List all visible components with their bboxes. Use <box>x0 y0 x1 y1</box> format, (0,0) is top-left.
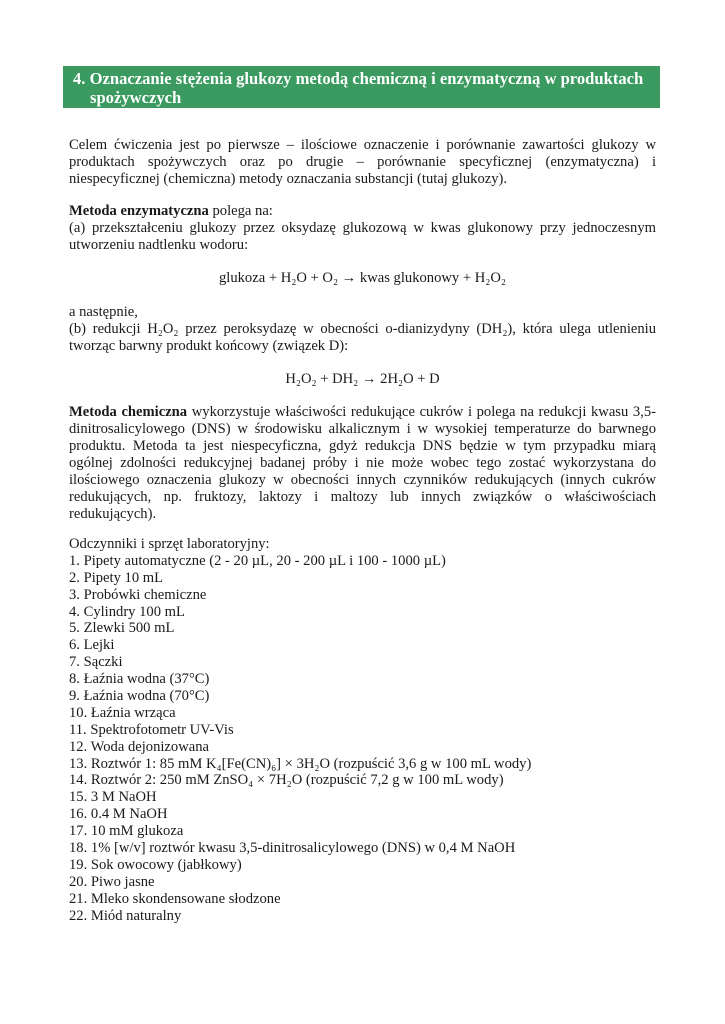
list-item: 9. Łaźnia wodna (70°C) <box>69 688 210 705</box>
list-item: 12. Woda dejonizowana <box>69 738 209 755</box>
equation-1: glukoza + H₂O + O₂ → kwas glukonowy + H₂O₂ <box>218 270 507 286</box>
list-item: 16. 0.4 M NaOH <box>69 806 168 823</box>
list-item: 8. Łaźnia wodna (37°C) <box>69 671 210 688</box>
list-item: 6. Lejki <box>69 637 115 654</box>
next-text: a następnie, <box>69 304 138 320</box>
enzymatic-step-a-line-2: utworzeniu nadtlenku wodoru: <box>69 237 249 253</box>
intro-line-1: Celem ćwiczenia jest po pierwsze – ilościowe oznaczenie i porównanie zawartości glukozy w <box>69 137 656 153</box>
list-item: 7. Sączki <box>69 654 123 671</box>
list-item: 22. Miód naturalny <box>69 907 182 924</box>
list-item: 15. 3 M NaOH <box>69 789 157 806</box>
enzymatic-method-paragraph <box>69 203 656 254</box>
chemical-line-7: redukujących). <box>69 506 157 522</box>
equation-2: H₂O₂ + DH₂ → 2H₂O + D <box>285 371 440 387</box>
intro-line-3: niespecyficznej (chemiczna) metody oznaczania substancji (tutaj glukozy). <box>69 171 508 187</box>
chemical-line-3: produktu. Metoda ta jest niespecyficzna, gdyż redukcja DNS będzie w tym przypadku miarą <box>69 438 656 454</box>
enzymatic-step-a-line-1: (a) przekształceniu glukozy przez oksydazę glukozową w kwas glukonowy przy jednoczesnym <box>69 220 656 236</box>
list-item: 1. Pipety automatyczne (2 - 20 µL, 20 - 200 µL i 100 - 1000 µL) <box>69 552 446 569</box>
enzymatic-step-b <box>69 304 656 355</box>
list-item: 20. Piwo jasne <box>69 873 155 890</box>
chemical-method-paragraph <box>69 404 656 523</box>
chemical-line-2: dinitrosalicylowego (DNS) w środowisku alkalicznym i w wysokiej temperaturze do barwnego <box>69 421 656 437</box>
intro-line-2: produktach spożywczych oraz po drugie – porównanie specyficznej (enzymatyczna) i <box>69 154 656 170</box>
chemical-line-4: ogólnej zdolności redukcyjnej badanej próby i nie może wobec tego zostać wykorzystana do <box>69 455 656 471</box>
enzymatic-step-b-line-2: tworząc barwny produkt końcowy (związek D): <box>69 338 349 354</box>
list-item: 18. 1% [w/v] roztwór kwasu 3,5-dinitrosalicylowego (DNS) w 0,4 M NaOH <box>69 840 516 857</box>
enzymatic-step-b-line-1: (b) redukcji H₂O₂ przez peroksydazę w obecności o-dianizydyny (DH₂), która ulega utlenieniu <box>69 321 656 337</box>
section-header <box>63 66 660 108</box>
list-item: 17. 10 mM glukoza <box>69 823 184 840</box>
section-title-line-2: spożywczych <box>90 88 182 107</box>
list-item: 5. Zlewki 500 mL <box>69 620 175 637</box>
chemical-line-6: redukujących, np. fruktozy, laktozy i maltozy lub innych związków o właściwościach <box>69 489 656 505</box>
materials-list <box>69 536 656 924</box>
list-item: 19. Sok owocowy (jabłkowy) <box>69 856 242 873</box>
chemical-line-1-rest: wykorzystuje właściwości redukujące cukrów i polega na redukcji kwasu 3,5- <box>187 404 657 420</box>
list-item: 10. Łaźnia wrząca <box>69 704 176 721</box>
enzymatic-heading-line <box>69 203 656 220</box>
list-item: 3. Probówki chemiczne <box>69 586 207 603</box>
list-item: 21. Mleko skondensowane słodzone <box>69 890 281 907</box>
list-item: 2. Pipety 10 mL <box>69 569 164 586</box>
intro-paragraph <box>69 137 656 188</box>
list-item: 13. Roztwór 1: 85 mM K₄[Fe(CN)₆] × 3H₂O (rozpuścić 3,6 g w 100 mL wody) <box>69 755 532 772</box>
chemical-heading-bold: Metoda chemiczna <box>69 404 188 420</box>
chemical-line-1 <box>69 404 656 421</box>
enzymatic-heading-rest: polega na: <box>208 203 273 219</box>
list-item: 14. Roztwór 2: 250 mM ZnSO₄ × 7H₂O (rozpuścić 7,2 g w 100 mL wody) <box>69 772 504 789</box>
list-item: 11. Spektrofotometr UV-Vis <box>69 721 234 738</box>
list-item: 4. Cylindry 100 mL <box>69 603 185 620</box>
enzymatic-heading-bold: Metoda enzymatyczna <box>69 203 209 219</box>
materials-heading: Odczynniki i sprzęt laboratoryjny: <box>69 536 270 552</box>
section-title-line-1: 4. Oznaczanie stężenia glukozy metodą chemiczną i enzymatyczną w produktach <box>73 69 644 88</box>
chemical-line-5: ilościowego oznaczenia glukozy w obecności innych czynników redukujących (innych cukrów <box>69 472 656 488</box>
